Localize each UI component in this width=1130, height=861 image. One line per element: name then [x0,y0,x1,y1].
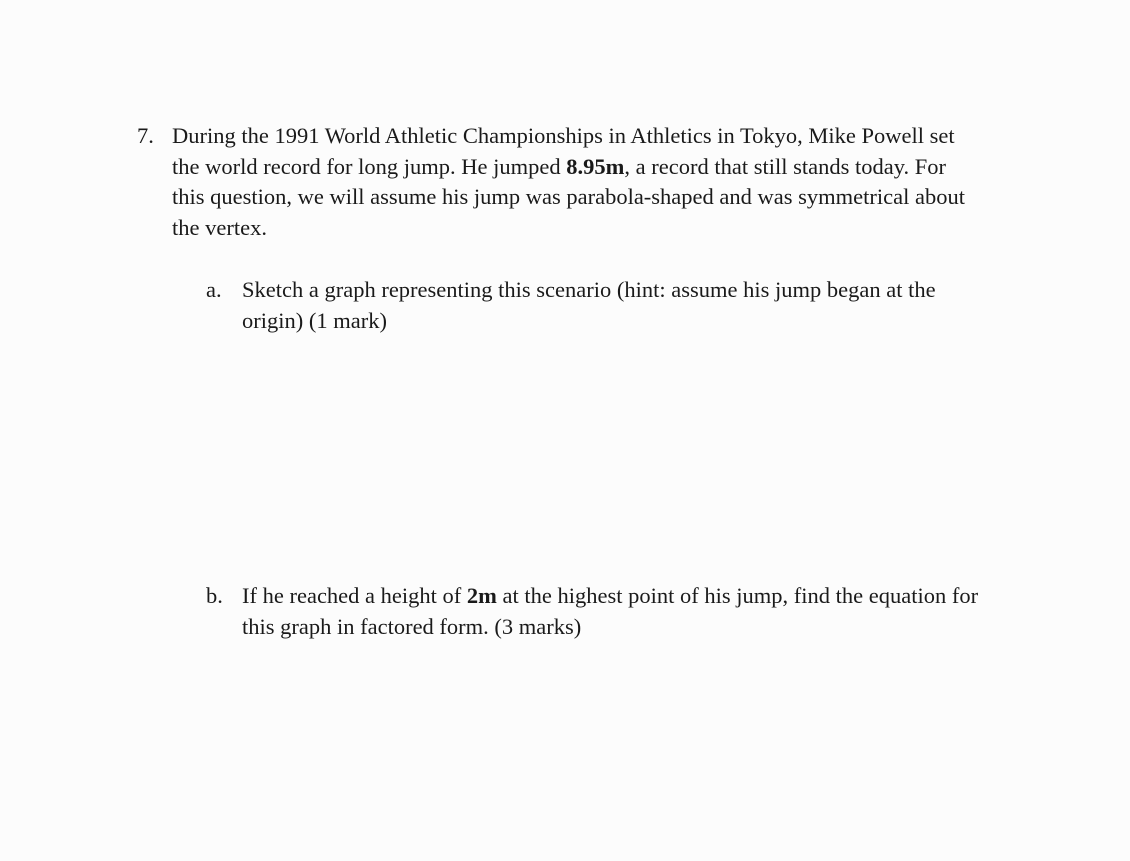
question-stem [172,121,1012,244]
part-b-line-1-text-before: If he reached a height of [242,583,467,608]
question-stem-line-3-text: this question, we will assume his jump was parabola-shaped and was symmetrical about [172,184,965,210]
record-distance: 8.95m [566,153,625,179]
question-stem-line-2 [172,152,1012,183]
part-a-letter: a. [206,277,222,302]
part-b-line-1-text-after: at the highest point of his jump, find the equation for [496,583,979,608]
max-height: 2m [466,583,497,608]
part-a-prompt [242,275,1022,336]
question-number: 7. [137,123,154,148]
question-stem-line-3 [172,182,1012,213]
part-b-line-1 [242,581,1022,612]
part-a-line-1: Sketch a graph representing this scenario (hint: assume his jump began at the [242,277,936,302]
question-stem-line-1-text: During the 1991 World Athletic Championships in Athletics in Tokyo, Mike Powell set [172,123,955,148]
part-b-line-2: this graph in factored form. (3 marks) [242,613,582,639]
question-stem-line-4-text: the vertex. [172,215,267,241]
part-b-prompt [242,581,1022,642]
question-stem-line-2-text-after: , a record that still stands today. For [624,153,947,179]
question-stem-line-2-text-before: the world record for long jump. He jumped [172,153,567,179]
question-stem-line-1 [172,121,1012,152]
part-a-line-2: origin) (1 mark) [242,307,387,333]
part-b-letter: b. [206,583,223,608]
question-stem-line-4 [172,213,1012,244]
